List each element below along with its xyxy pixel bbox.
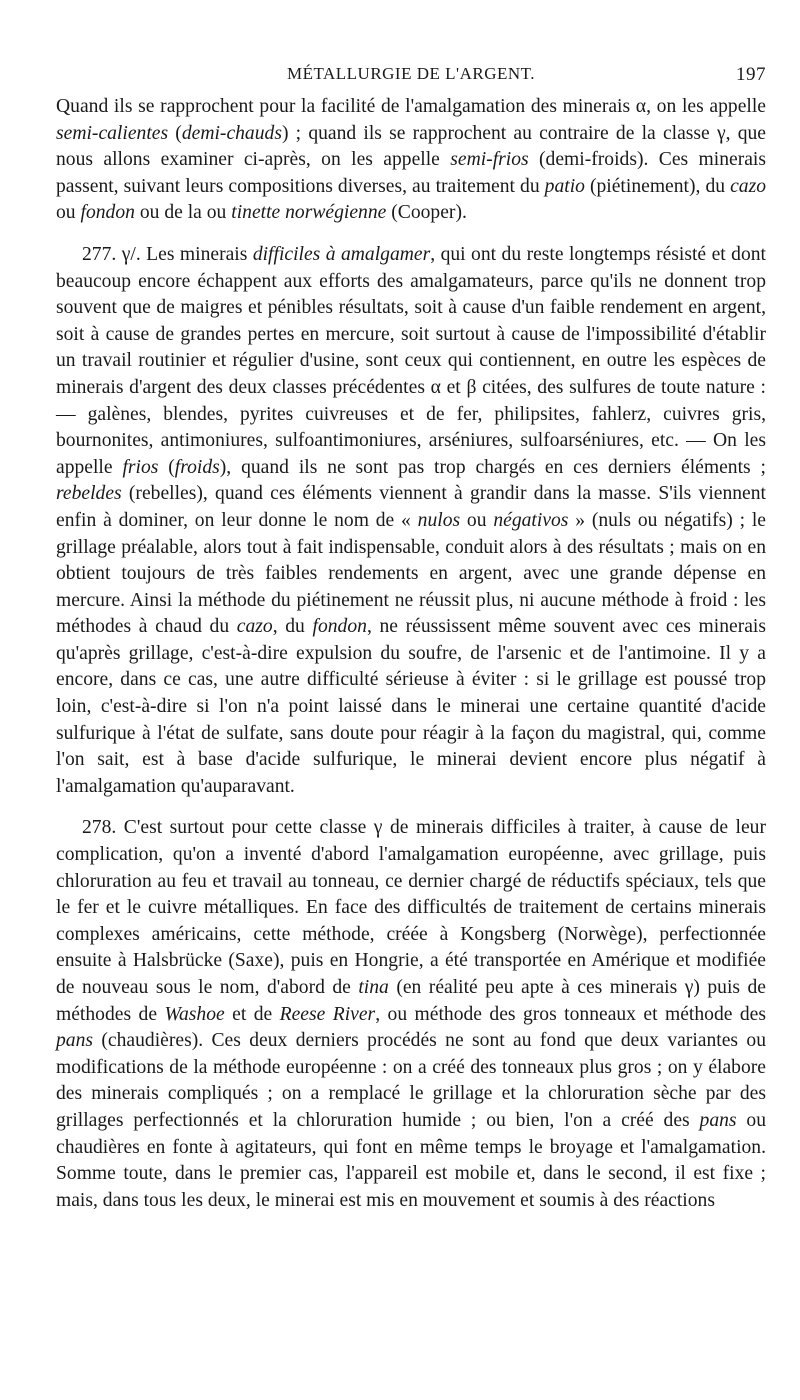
italic-run: patio <box>544 175 585 197</box>
italic-run: fondon <box>312 616 367 638</box>
text-run: , ne réussissent même souvent avec ces minerais qu'après grillage, c'est-à-dire expulsion du soufre, de l'arsenic et de l'antimoine. Il y a encore, dans ce cas, une autre difficulté sérieuse à éviter : si le grillage est poussé trop loin, c'est-à-dire si l'on n'a point laissé dans le minerai une certaine quantité d'acide sulfurique à l'état de sulfate, sans doute pour réagir à la façon du magistral, qui, comme l'on sait, est à base d'acide sulfurique, le minerai devient encore plus négatif à l'amalgamation qu'auparavant. <box>56 616 766 797</box>
text-run: , ou méthode des gros tonneaux et méthode des <box>375 1003 766 1025</box>
italic-run: difficiles à amalgamer <box>252 243 431 265</box>
text-run: ), quand ils ne sont pas trop chargés en ces derniers éléments ; <box>219 456 766 478</box>
running-header <box>56 58 766 94</box>
text-run: (rebelles), quand ces éléments viennent à grandir dans la masse. S'ils viennent enfin à dominer, on leur donne le nom de « <box>56 483 766 531</box>
text-run: ) ; quand ils se rapprochent au contraire de la classe γ, que nous allons examiner ci-après, on les appelle <box>56 122 766 171</box>
italic-run: Washoe <box>164 1003 225 1025</box>
italic-run: demi-chauds <box>181 122 282 144</box>
text-run: (Cooper). <box>386 202 467 224</box>
text-run: (piétinement), du <box>584 175 731 197</box>
text-run: (chaudières). Ces deux derniers procédés ne sont au fond que deux variantes ou modifications de la méthode européenne : on a créé des tonneaux plus gros ; on y élabore des minerais compliqués ; on a remplacé le grillage et la chloruration sèche par des grillages perfectionnés et la chloruration humide ; ou bien, l'on a créé des <box>56 1030 766 1131</box>
text-run: (demi-froids). Ces minerais passent, suivant leurs compositions diverses, au traitement du <box>56 149 767 197</box>
text-run: ( <box>158 456 175 478</box>
text-run: ou <box>460 509 494 531</box>
text-run: Quand ils se rapprochent pour la facilité de l'amalgamation des minerais α, on les appelle <box>56 96 766 117</box>
text-run: (en réalité peu apte à ces minerais γ) puis de méthodes de <box>56 977 767 1025</box>
paragraph-277 <box>56 242 766 800</box>
italic-run: pans <box>56 1030 94 1052</box>
paragraph-278 <box>56 815 766 1214</box>
italic-run: rebeldes <box>56 483 122 505</box>
text-run: ou <box>56 202 81 224</box>
italic-run: tina <box>358 977 389 998</box>
text-run: et de <box>224 1003 280 1025</box>
text-run: ( <box>168 122 182 144</box>
text-run: » (nuls ou négatifs) ; le grillage préalable, alors tout à fait indispensable, conduit alors à des résultats ; mais on en obtient toujours de très faibles rendements en argent, avec une grande dépense en mercure. Ainsi la méthode du piétinement ne réussit plus, ni aucune méthode à froid : les méthodes à chaud du <box>56 509 766 638</box>
italic-run: semi-calientes <box>56 122 169 144</box>
text-run: 278. C'est surtout pour cette classe γ de minerais difficiles à traiter, à cause de leur complication, qu'on a inventé d'abord l'amalgamation européenne, avec grillage, puis chloruration au feu et travail au tonneau, ce dernier chargé de réductifs spéciaux, tels que le fer et le cuivre métalliques. En face des difficultés de traitement de certains minerais complexes américains, cette méthode, créée à Kongsberg (Norwège), perfectionnée ensuite à Halsbrücke (Saxe), puis en Hongrie, a été transportée en Amérique et modifiée de nouveau sous le nom, d'abord de <box>56 817 766 998</box>
text-run: , qui ont du reste longtemps résisté et dont beaucoup encore échappent aux efforts des amalgamateurs, parce qu'ils ne donnent trop souvent que de maigres et pénibles résultats, soit à cause d'un faible rendement en argent, soit à cause de grandes pertes en mercure, soit surtout à cause de l'impossibilité d'établir un travail routinier et régulier d'usine, sont ceux qui contiennent, en outre les espèces de minerais d'argent des deux classes précédentes α et β citées, des sulfures de toute nature : — galènes, blendes, pyrites cuivreuses et de fer, philipsites, fahlerz, cuivres gris, bournonites, antimoniures, sulfoantimoniures, arséniures, sulfoarséniures, etc. — On les appelle <box>56 243 766 478</box>
italic-run: frios <box>122 456 159 478</box>
italic-run: semi-frios <box>450 149 529 171</box>
italic-run: tinette norwégienne <box>231 202 387 224</box>
italic-run: fondon <box>80 202 135 224</box>
italic-run: négativos <box>493 509 569 531</box>
italic-run: Reese River <box>279 1003 376 1025</box>
text-run: ou chaudières en fonte à agitateurs, qui font en même temps le broyage et l'amalgamation. Somme toute, dans le premier cas, l'appareil est mobile et, dans le second, il est fixe ; mais, dans tous les deux, le minerai est mis en mouvement et soumis à des réactions <box>56 1109 766 1211</box>
page-number: 197 <box>736 64 766 85</box>
text-run: , du <box>272 616 313 638</box>
italic-run: pans <box>699 1109 737 1131</box>
running-title: MÉTALLURGIE DE L'ARGENT. <box>286 64 536 83</box>
italic-run: cazo <box>730 175 766 197</box>
text-run: 277. γ/. Les minerais <box>82 243 253 265</box>
text-run: ou de la ou <box>134 202 232 224</box>
italic-run: froids <box>174 456 220 478</box>
italic-run: nulos <box>417 509 461 531</box>
paragraph-continuation <box>56 94 766 227</box>
italic-run: cazo <box>236 616 273 638</box>
